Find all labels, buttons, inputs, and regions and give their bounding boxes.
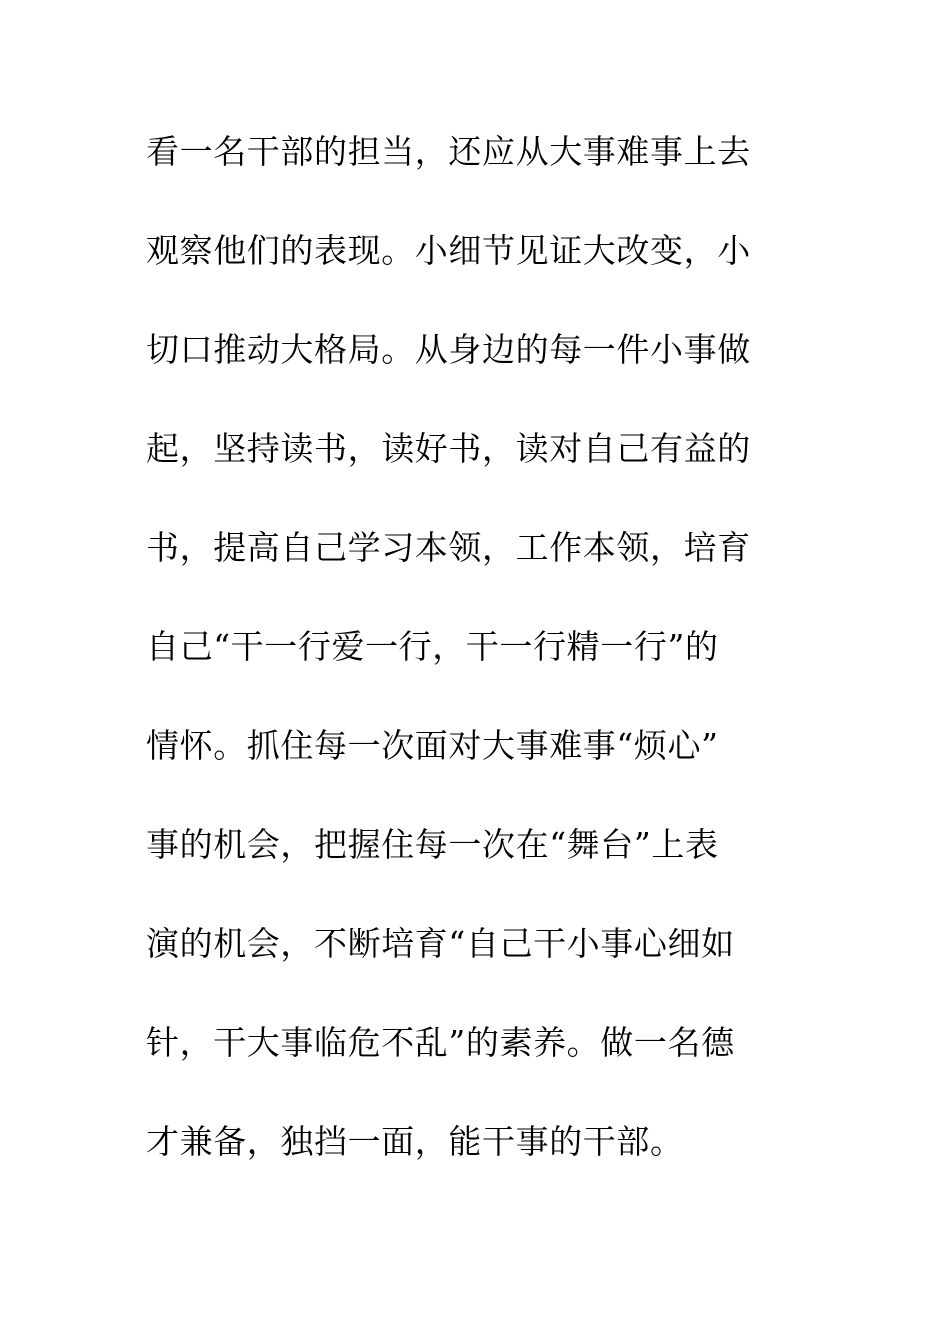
text-line-7: 情怀。抓住每一次面对大事难事“烦心” — [146, 726, 719, 765]
text-line-1: 看一名干部的担当，还应从大事难事上去 — [146, 132, 751, 171]
text-line-9: 演的机会，不断培育“自己干小事心细如 — [146, 924, 735, 963]
text-line-4: 起，坚持读书，读好书，读对自己有益的 — [146, 429, 751, 468]
text-line-11: 才兼备，独挡一面，能干事的干部。 — [146, 1122, 684, 1161]
text-line-2: 观察他们的表现。小细节见证大改变，小 — [146, 231, 751, 270]
text-line-3: 切口推动大格局。从身边的每一件小事做 — [146, 330, 751, 369]
text-line-8: 事的机会，把握住每一次在“舞台”上表 — [146, 825, 719, 864]
text-line-5: 书，提高自己学习本领，工作本领，培育 — [146, 528, 751, 567]
text-line-10: 针，干大事临危不乱”的素养。做一名德 — [146, 1023, 735, 1062]
text-line-6: 自己“干一行爱一行，干一行精一行”的 — [146, 627, 719, 666]
body-paragraph — [146, 127, 786, 1216]
